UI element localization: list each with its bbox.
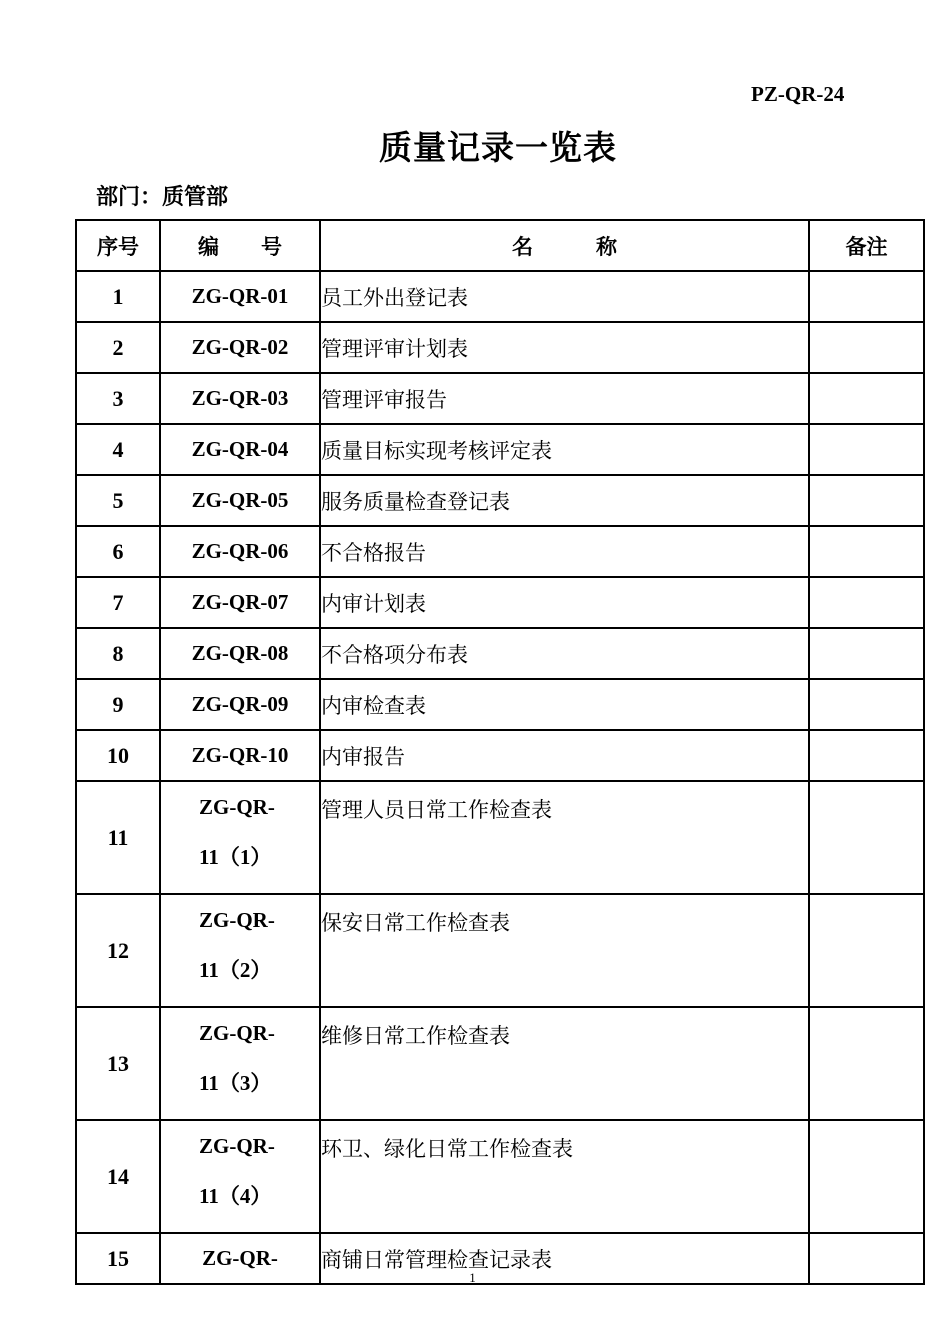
record-name: 服务质量检查登记表 bbox=[320, 475, 809, 526]
record-code-line-1: ZG-QR- bbox=[199, 1134, 275, 1158]
column-header-note: 备注 bbox=[809, 220, 924, 271]
record-note bbox=[809, 526, 924, 577]
record-note bbox=[809, 894, 924, 1007]
row-number: 3 bbox=[76, 373, 160, 424]
record-name: 商铺日常管理检查记录表 bbox=[320, 1233, 809, 1284]
record-code-cell bbox=[160, 475, 320, 526]
row-number: 8 bbox=[76, 628, 160, 679]
record-name: 保安日常工作检查表 bbox=[320, 894, 809, 1007]
table-row bbox=[76, 730, 924, 781]
record-name: 内审报告 bbox=[320, 730, 809, 781]
table-header-row bbox=[76, 220, 924, 271]
record-code-cell bbox=[160, 894, 320, 1007]
record-code-line-1: ZG-QR- bbox=[199, 795, 275, 819]
record-note bbox=[809, 271, 924, 322]
record-code-line-1: ZG-QR-10 bbox=[191, 743, 289, 767]
table-row bbox=[76, 526, 924, 577]
record-name: 管理人员日常工作检查表 bbox=[320, 781, 809, 894]
row-number: 12 bbox=[76, 894, 160, 1007]
table-row bbox=[76, 373, 924, 424]
record-code-cell bbox=[160, 271, 320, 322]
record-code-cell bbox=[160, 1007, 320, 1120]
record-note bbox=[809, 322, 924, 373]
row-number: 1 bbox=[76, 271, 160, 322]
record-name: 员工外出登记表 bbox=[320, 271, 809, 322]
record-name: 不合格项分布表 bbox=[320, 628, 809, 679]
row-number: 6 bbox=[76, 526, 160, 577]
record-name: 环卫、绿化日常工作检查表 bbox=[320, 1120, 809, 1233]
table-row bbox=[76, 271, 924, 322]
row-number: 5 bbox=[76, 475, 160, 526]
row-number: 4 bbox=[76, 424, 160, 475]
record-name: 质量目标实现考核评定表 bbox=[320, 424, 809, 475]
record-code-line-2: 11（1） bbox=[199, 845, 272, 869]
record-name: 管理评审计划表 bbox=[320, 322, 809, 373]
table-row bbox=[76, 424, 924, 475]
table-row bbox=[76, 1007, 924, 1120]
record-note bbox=[809, 475, 924, 526]
record-code-line-2: 11（3） bbox=[199, 1071, 272, 1095]
page-title: 质量记录一览表 bbox=[379, 128, 617, 167]
row-number: 2 bbox=[76, 322, 160, 373]
record-note bbox=[809, 1007, 924, 1120]
table-row bbox=[76, 679, 924, 730]
record-note bbox=[809, 679, 924, 730]
table-body bbox=[76, 271, 924, 1284]
record-code-cell bbox=[160, 679, 320, 730]
record-note bbox=[809, 628, 924, 679]
record-code-line-1: ZG-QR- bbox=[199, 908, 275, 932]
record-code-cell bbox=[160, 781, 320, 894]
record-code-cell bbox=[160, 322, 320, 373]
record-note bbox=[809, 424, 924, 475]
record-note bbox=[809, 577, 924, 628]
record-name: 维修日常工作检查表 bbox=[320, 1007, 809, 1120]
row-number: 14 bbox=[76, 1120, 160, 1233]
column-header-no: 序号 bbox=[76, 220, 160, 271]
record-code-line-1: ZG-QR-06 bbox=[191, 539, 289, 563]
table-row bbox=[76, 894, 924, 1007]
table-row bbox=[76, 577, 924, 628]
table-row bbox=[76, 781, 924, 894]
table-row bbox=[76, 1120, 924, 1233]
record-code-line-1: ZG-QR- bbox=[199, 1021, 275, 1045]
record-note bbox=[809, 781, 924, 894]
page-number: 1 bbox=[469, 1270, 476, 1285]
record-code-line-1: ZG-QR-02 bbox=[191, 335, 289, 359]
record-name: 内审检查表 bbox=[320, 679, 809, 730]
column-header-code: 编 号 bbox=[160, 220, 320, 271]
record-code-line-1: ZG-QR-03 bbox=[191, 386, 289, 410]
table-row bbox=[76, 322, 924, 373]
record-note bbox=[809, 373, 924, 424]
record-note bbox=[809, 1120, 924, 1233]
record-code-line-1: ZG-QR-08 bbox=[191, 641, 289, 665]
record-code-line-1: ZG-QR- bbox=[202, 1246, 278, 1270]
record-code-cell bbox=[160, 424, 320, 475]
record-code-cell bbox=[160, 628, 320, 679]
record-name: 不合格报告 bbox=[320, 526, 809, 577]
record-code-line-1: ZG-QR-09 bbox=[191, 692, 289, 716]
record-code-line-1: ZG-QR-04 bbox=[191, 437, 289, 461]
record-code-cell bbox=[160, 526, 320, 577]
row-number: 15 bbox=[76, 1233, 160, 1284]
table-row bbox=[76, 475, 924, 526]
row-number: 7 bbox=[76, 577, 160, 628]
record-name: 内审计划表 bbox=[320, 577, 809, 628]
record-code-cell bbox=[160, 730, 320, 781]
record-code-line-1: ZG-QR-07 bbox=[191, 590, 289, 614]
table-row bbox=[76, 628, 924, 679]
column-header-name: 名 称 bbox=[320, 220, 809, 271]
row-number: 11 bbox=[76, 781, 160, 894]
record-code-line-1: ZG-QR-05 bbox=[191, 488, 289, 512]
record-code-line-2: 11（2） bbox=[199, 958, 272, 982]
record-code-line-2: 11（4） bbox=[199, 1184, 272, 1208]
record-code-cell bbox=[160, 373, 320, 424]
row-number: 13 bbox=[76, 1007, 160, 1120]
record-code-cell bbox=[160, 1120, 320, 1233]
row-number: 10 bbox=[76, 730, 160, 781]
department-label: 部门：质管部 bbox=[96, 185, 229, 210]
record-code-line-1: ZG-QR-01 bbox=[191, 284, 289, 308]
record-name: 管理评审报告 bbox=[320, 373, 809, 424]
records-table bbox=[75, 219, 925, 1285]
record-code-cell bbox=[160, 577, 320, 628]
record-note bbox=[809, 730, 924, 781]
row-number: 9 bbox=[76, 679, 160, 730]
document-code: PZ-QR-24 bbox=[751, 82, 845, 106]
